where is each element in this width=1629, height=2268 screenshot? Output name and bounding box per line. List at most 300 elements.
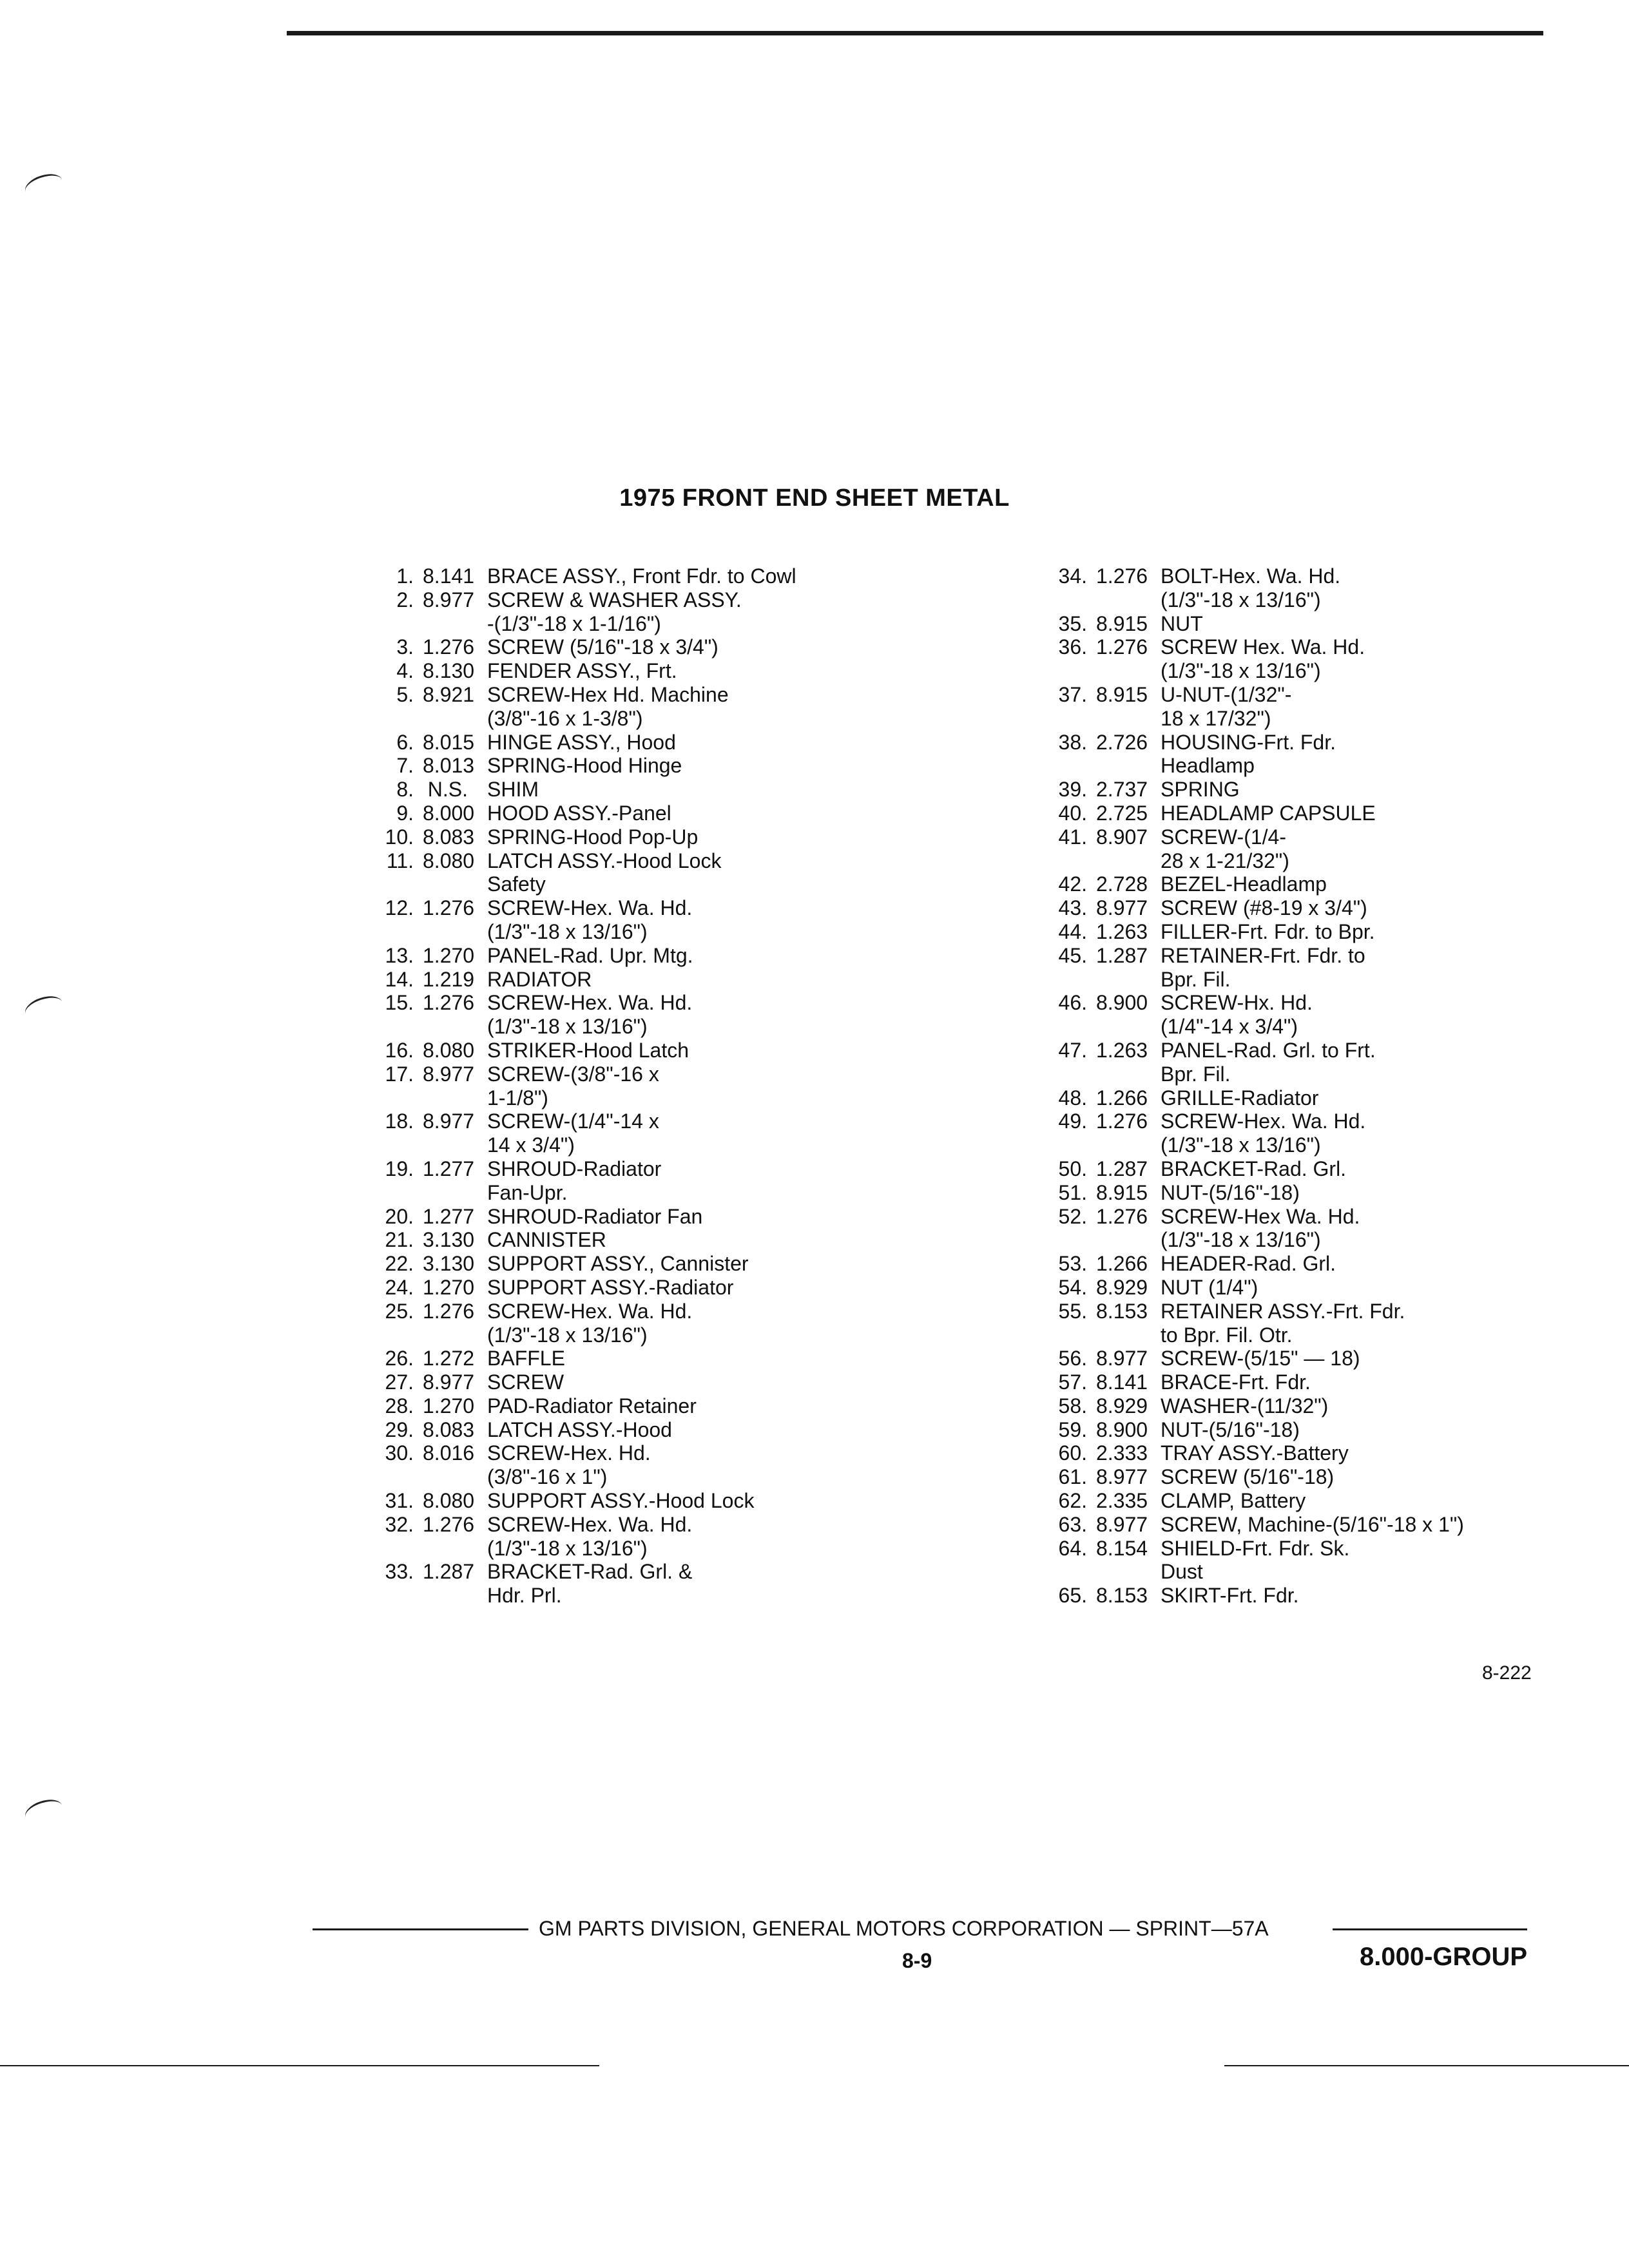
group-code: 1.270 [423,1275,475,1299]
description-line: SCREW-Hex. Wa. Hd. [487,1299,693,1323]
part-description [1161,944,1365,992]
item-number: 16. [385,1038,414,1062]
part-item [1034,1276,1464,1300]
group-code: 8.141 [1096,1370,1148,1394]
part-description [487,991,692,1039]
group-code: 8.977 [423,1110,475,1133]
part-description [487,1418,672,1442]
part-item [361,944,796,968]
description-line: GRILLE-Radiator [1161,1086,1319,1110]
part-item [1034,802,1464,825]
description-line: HOUSING-Frt. Fdr. [1161,730,1336,754]
group-code: 1.219 [423,967,475,991]
group-code: 1.270 [423,943,475,967]
part-item [1034,683,1464,731]
part-item [361,1252,796,1276]
item-number: 60. [1058,1441,1087,1465]
description-line: SHROUD-Radiator [487,1157,662,1180]
part-item [361,635,796,659]
description-line: SCREW-Hex. Wa. Hd. [487,1512,693,1536]
part-description [487,1300,692,1347]
item-number: 30. [385,1441,414,1465]
group-code: 8.929 [1096,1275,1148,1299]
description-line: SCREW (#8-19 x 3/4") [1161,896,1367,920]
part-item [1034,1347,1464,1370]
item-number: 54. [1058,1275,1087,1299]
description-line: LATCH ASSY.-Hood [487,1418,672,1441]
item-number: 62. [1058,1489,1087,1513]
description-line: SUPPORT ASSY.-Radiator [487,1275,734,1299]
page-number: 8-9 [902,1949,932,1972]
group-code: 8.000 [423,801,475,825]
description-line: BRACKET-Rad. Grl. & [487,1560,693,1584]
item-number: 64. [1058,1536,1087,1560]
parts-list-right [1034,564,1464,1608]
description-line: Safety [487,872,546,896]
part-item [1034,564,1464,612]
part-item [1034,1489,1464,1513]
part-description [1161,564,1340,612]
description-line: 28 x 1-21/32") [1161,849,1289,872]
description-line: SCREW & WASHER ASSY. [487,588,742,611]
group-code: 1.263 [1096,919,1148,943]
part-item [1034,1300,1464,1347]
group-code: 1.276 [1096,564,1148,588]
item-number: 34. [1058,564,1087,588]
part-item [1034,1418,1464,1442]
description-line: SHIELD-Frt. Fdr. Sk. [1161,1536,1350,1560]
part-description [487,1370,564,1394]
group-code: 1.270 [423,1394,475,1418]
part-item [1034,944,1464,992]
item-number: 1. [396,564,414,588]
part-item [361,588,796,636]
item-number: 49. [1058,1110,1087,1133]
part-description [487,849,721,897]
group-code: 1.272 [423,1347,475,1370]
description-line: CLAMP, Battery [1161,1489,1306,1513]
part-description [1161,1394,1328,1418]
part-description [487,1110,659,1157]
part-item [1034,1086,1464,1110]
scan-mark [22,1796,65,1828]
footer-text: GM PARTS DIVISION, GENERAL MOTORS CORPORATION — SPRINT—57A [539,1917,1269,1940]
description-line: HEADLAMP CAPSULE [1161,801,1376,825]
item-number: 13. [385,943,414,967]
part-description [487,1039,689,1062]
part-item [1034,896,1464,920]
scan-mark [22,170,65,202]
parts-list-left [361,564,796,1608]
part-description [487,588,742,636]
description-line: Bpr. Fil. [1161,1062,1231,1086]
part-item [361,991,796,1039]
item-number: 57. [1058,1370,1087,1394]
part-item [361,1394,796,1418]
part-description [487,1489,754,1513]
description-line: SCREW-Hex Wa. Hd. [1161,1204,1360,1228]
description-line: (1/3"-18 x 13/16") [487,1323,648,1347]
group-code: 8.915 [1096,611,1148,635]
description-line: NUT-(5/16"-18) [1161,1418,1300,1441]
part-item [361,825,796,849]
group-code: 8.141 [423,564,475,588]
part-description [487,754,682,778]
part-description [1161,1110,1365,1157]
description-line: 18 x 17/32") [1161,706,1271,730]
part-item [1034,1513,1464,1537]
part-item [361,1347,796,1370]
description-line: PAD-Radiator Retainer [487,1394,697,1418]
item-number: 8. [396,778,414,802]
description-line: SCREW-Hx. Hd. [1161,991,1313,1015]
item-number: 63. [1058,1512,1087,1536]
item-number: 45. [1058,943,1087,967]
description-line: HOOD ASSY.-Panel [487,801,671,825]
part-item [361,1276,796,1300]
part-description [1161,1157,1346,1181]
part-description [487,1062,659,1110]
part-description [1161,1039,1376,1086]
part-description [1161,872,1327,896]
part-description [1161,1300,1405,1347]
group-code: 8.929 [1096,1394,1148,1418]
description-line: TRAY ASSY.-Battery [1161,1441,1349,1465]
part-description [1161,778,1240,802]
description-line: SCREW [487,1370,564,1394]
part-description [487,1560,692,1608]
part-description [487,825,698,849]
description-line: Fan-Upr. [487,1180,568,1204]
part-description [487,1394,697,1418]
item-number: 33. [385,1560,414,1584]
item-number: 12. [385,896,414,920]
item-number: 29. [385,1418,414,1441]
description-line: SUPPORT ASSY., Cannister [487,1252,749,1276]
description-line: SCREW-(5/15" — 18) [1161,1347,1360,1370]
description-line: WASHER-(11/32") [1161,1394,1329,1418]
description-line: (1/3"-18 x 13/16") [1161,588,1321,611]
description-line: BRACE ASSY., Front Fdr. to Cowl [487,564,796,588]
item-number: 15. [385,991,414,1015]
part-item [361,1418,796,1442]
group-label: 8.000-GROUP [1360,1943,1528,1971]
part-description [487,635,718,659]
item-number: 4. [396,659,414,683]
group-code: 1.276 [1096,1110,1148,1133]
description-line: Headlamp [1161,754,1255,778]
part-item [1034,825,1464,873]
description-line: (1/3"-18 x 13/16") [487,1015,648,1039]
group-code: 8.900 [1096,1418,1148,1441]
group-code: 8.977 [1096,1512,1148,1536]
item-number: 36. [1058,635,1087,659]
item-number: 10. [385,825,414,849]
description-line: SCREW-Hex. Wa. Hd. [1161,1110,1366,1133]
description-line: Bpr. Fil. [1161,967,1231,991]
group-code: 2.333 [1096,1441,1148,1465]
bottom-rule [1224,2065,1629,2066]
part-description [487,802,671,825]
description-line: BOLT-Hex. Wa. Hd. [1161,564,1341,588]
part-item [361,1370,796,1394]
item-number: 47. [1058,1038,1087,1062]
part-description [1161,731,1336,778]
item-number: 35. [1058,611,1087,635]
group-code: 3.130 [423,1228,475,1252]
part-item [361,1228,796,1252]
item-number: 59. [1058,1418,1087,1441]
item-number: 31. [385,1489,414,1513]
description-line: U-NUT-(1/32"- [1161,682,1292,706]
description-line: SCREW (5/16"-18 x 3/4") [487,635,718,659]
description-line: NUT (1/4") [1161,1275,1258,1299]
description-line: SHIM [487,778,539,802]
part-item [1034,1370,1464,1394]
item-number: 26. [385,1347,414,1370]
part-description [487,659,677,683]
description-line: (1/4"-14 x 3/4") [1161,1015,1298,1039]
group-code: 8.080 [423,1489,475,1513]
group-code: 1.276 [423,1512,475,1536]
part-description [487,1228,606,1252]
item-number: 17. [385,1062,414,1086]
group-code: 2.728 [1096,872,1148,896]
group-code: 2.737 [1096,778,1148,802]
group-code: 8.153 [1096,1584,1148,1608]
part-description [487,1157,661,1205]
part-item [1034,1110,1464,1157]
group-code: 8.900 [1096,991,1148,1015]
description-line: SCREW, Machine-(5/16"-18 x 1") [1161,1512,1464,1536]
part-item [1034,1205,1464,1253]
item-number: 65. [1058,1584,1087,1608]
part-description [1161,1418,1300,1442]
description-line: FILLER-Frt. Fdr. to Bpr. [1161,919,1375,943]
part-item [361,849,796,897]
group-code: 1.266 [1096,1086,1148,1110]
part-description [487,564,796,588]
group-code: 8.977 [423,1370,475,1394]
part-item [1034,1252,1464,1276]
description-line: SHROUD-Radiator Fan [487,1204,703,1228]
group-code: 1.276 [423,991,475,1015]
part-item [361,1110,796,1157]
part-description [1161,1181,1300,1205]
part-description [1161,1347,1360,1370]
part-description [487,1347,565,1370]
description-line: SCREW-Hex. Wa. Hd. [487,896,693,920]
description-line: (3/8"-16 x 1") [487,1465,608,1489]
item-number: 40. [1058,801,1087,825]
description-line: Hdr. Prl. [487,1584,562,1608]
bottom-rule [0,2065,599,2066]
description-line: 1-1/8") [487,1086,548,1110]
part-description [487,1276,733,1300]
part-description [1161,635,1365,683]
description-line: -(1/3"-18 x 1-1/16") [487,611,661,635]
description-line: SKIRT-Frt. Fdr. [1161,1584,1299,1608]
item-number: 58. [1058,1394,1087,1418]
description-line: SCREW-(3/8"-16 x [487,1062,659,1086]
part-description [487,1205,702,1229]
part-item [361,1513,796,1561]
group-code: 8.915 [1096,1180,1148,1204]
scan-mark [22,992,65,1024]
group-code: 8.977 [423,1062,475,1086]
item-number: 51. [1058,1180,1087,1204]
part-item [1034,778,1464,802]
part-description [1161,1205,1360,1253]
item-number: 55. [1058,1299,1087,1323]
description-line: BEZEL-Headlamp [1161,872,1327,896]
part-item [1034,1441,1464,1465]
item-number: 61. [1058,1465,1087,1489]
group-code: 8.153 [1096,1299,1148,1323]
description-line: SPRING-Hood Hinge [487,754,682,778]
group-code: 1.263 [1096,1038,1148,1062]
footer-rule-right [1333,1928,1527,1930]
part-item [1034,612,1464,636]
item-number: 5. [396,682,414,706]
item-number: 42. [1058,872,1087,896]
part-item [361,683,796,731]
part-description [487,683,729,731]
group-code: 1.287 [1096,943,1148,967]
top-rule [287,31,1543,35]
page-title: 1975 FRONT END SHEET METAL [619,485,1010,512]
part-description [1161,1086,1318,1110]
description-line: (1/3"-18 x 13/16") [1161,1228,1321,1252]
item-number: 32. [385,1512,414,1536]
group-code: 1.277 [423,1204,475,1228]
item-number: 18. [385,1110,414,1133]
part-item [1034,1465,1464,1489]
group-code: 8.013 [423,754,475,778]
part-item [1034,1157,1464,1181]
part-item [1034,1584,1464,1608]
part-item [1034,872,1464,896]
part-description [1161,1489,1306,1513]
part-item [361,778,796,802]
part-item [1034,991,1464,1039]
part-description [1161,1537,1349,1584]
item-number: 48. [1058,1086,1087,1110]
part-item [361,968,796,992]
group-code: 8.083 [423,825,475,849]
description-line: CANNISTER [487,1228,606,1252]
item-number: 39. [1058,778,1087,802]
part-description [487,1441,651,1489]
description-line: (1/3"-18 x 13/16") [1161,659,1321,683]
description-line: SCREW Hex. Wa. Hd. [1161,635,1365,659]
item-number: 25. [385,1299,414,1323]
description-line: PANEL-Rad. Grl. to Frt. [1161,1038,1376,1062]
group-code: 8.015 [423,730,475,754]
item-number: 21. [385,1228,414,1252]
group-code: 8.080 [423,849,475,872]
description-line: SPRING-Hood Pop-Up [487,825,699,849]
description-line: NUT [1161,611,1203,635]
group-code: 2.725 [1096,801,1148,825]
item-number: 3. [396,635,414,659]
part-item [361,1062,796,1110]
description-line: (1/3"-18 x 13/16") [487,1536,648,1560]
item-number: 19. [385,1157,414,1180]
footer-rule-left [313,1928,528,1930]
part-item [361,1300,796,1347]
group-code: 8.977 [1096,1465,1148,1489]
part-item [361,896,796,944]
part-description [487,968,592,992]
group-code: 8.921 [423,682,475,706]
group-code: 8.016 [423,1441,475,1465]
part-item [361,1441,796,1489]
part-description [1161,1465,1334,1489]
part-item [1034,731,1464,778]
description-line: BRACE-Frt. Fdr. [1161,1370,1311,1394]
description-line: RETAINER-Frt. Fdr. to [1161,943,1365,967]
part-item [361,659,796,683]
item-number: 56. [1058,1347,1087,1370]
description-line: to Bpr. Fil. Otr. [1161,1323,1293,1347]
description-line: Dust [1161,1560,1203,1584]
part-item [1034,1039,1464,1086]
item-number: 28. [385,1394,414,1418]
part-description [1161,1441,1349,1465]
item-number: 2. [396,588,414,611]
item-number: 50. [1058,1157,1087,1180]
part-item [361,1157,796,1205]
item-number: 37. [1058,682,1087,706]
part-item [361,802,796,825]
part-description [1161,612,1203,636]
part-item [361,1039,796,1062]
part-description [1161,825,1289,873]
item-number: 38. [1058,730,1087,754]
part-description [487,896,692,944]
description-line: HINGE ASSY., Hood [487,730,676,754]
group-code: 8.915 [1096,682,1148,706]
part-description [487,778,539,802]
part-item [1034,920,1464,944]
page-code: 8-222 [1482,1662,1532,1684]
description-line: RETAINER ASSY.-Frt. Fdr. [1161,1299,1405,1323]
part-description [1161,1370,1311,1394]
part-description [1161,802,1376,825]
description-line: NUT-(5/16"-18) [1161,1180,1300,1204]
group-code: 1.276 [423,635,475,659]
description-line: SCREW-Hex. Hd. [487,1441,651,1465]
description-line: (1/3"-18 x 13/16") [487,919,648,943]
item-number: 53. [1058,1252,1087,1276]
description-line: 14 x 3/4") [487,1133,575,1157]
part-description [1161,920,1375,944]
description-line: BAFFLE [487,1347,565,1370]
description-line: (3/8"-16 x 1-3/8") [487,706,643,730]
item-number: 43. [1058,896,1087,920]
part-item [1034,1537,1464,1584]
group-code: 8.080 [423,1038,475,1062]
item-number: 52. [1058,1204,1087,1228]
part-item [361,1489,796,1513]
description-line: PANEL-Rad. Upr. Mtg. [487,943,693,967]
description-line: SUPPORT ASSY.-Hood Lock [487,1489,755,1513]
item-number: 24. [385,1275,414,1299]
group-code: 1.277 [423,1157,475,1180]
group-code: 2.335 [1096,1489,1148,1513]
group-code: 8.977 [423,588,475,611]
